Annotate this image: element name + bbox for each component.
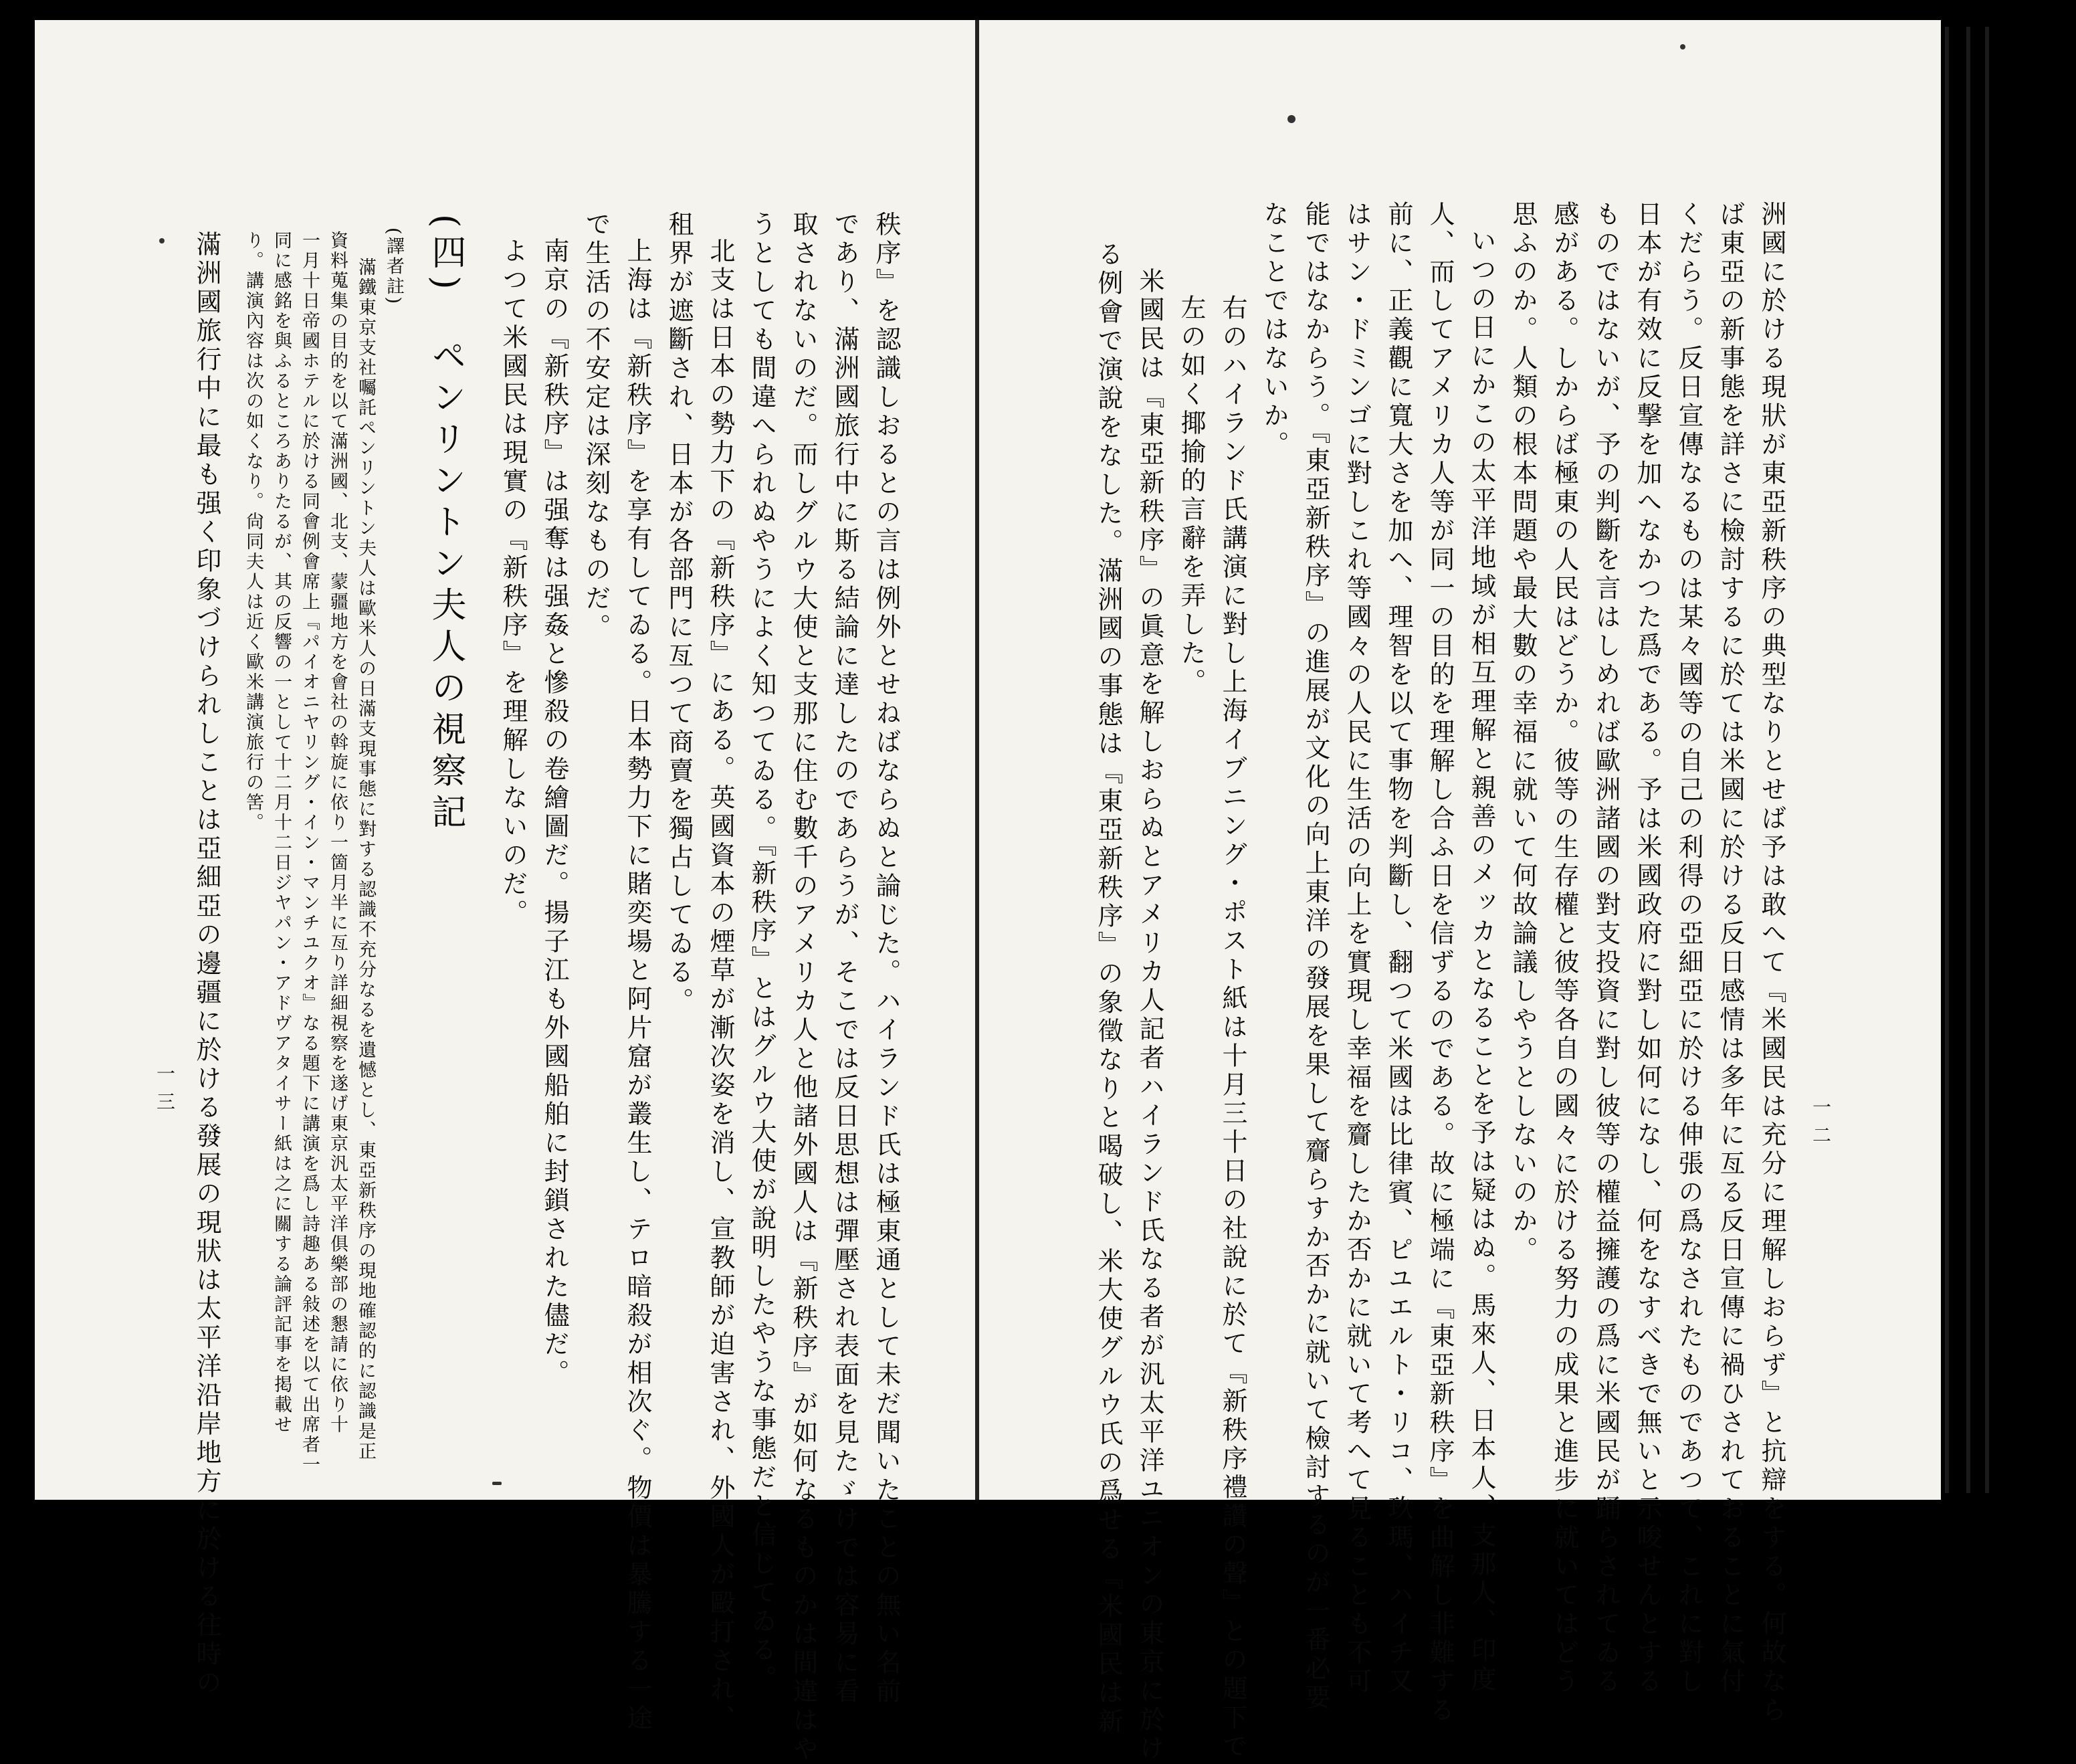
text-line: 南京の『新秩序』は强奪は强姦と慘殺の卷繪圖だ。揚子江も外國船舶に封鎖された儘だ。 xyxy=(540,237,569,1388)
text-line: で生活の不安定は深刻なものだ。 xyxy=(581,211,611,642)
text-line: はサン・ドミンゴに對しこれ等國々の人民に生活の向上を實現し幸福を齎したか否かに就いて考へて見ることも不可 xyxy=(1342,201,1372,1696)
text-line: 左の如く揶揄的言辭を弄した。 xyxy=(1176,294,1206,697)
text-line: よつて米國民は現實の『新秩序』を理解しないのだ。 xyxy=(498,237,528,928)
text-line: 上海は『新秩序』を享有してゐる。日本勢力下に賭奕場と阿片窟が叢生し、テロ暗殺が相次ぐ。物價は暴騰する一途 xyxy=(623,237,652,1733)
note-line: 一月十日帝國ホテルに於ける同會例會席上『パイオニヤリング・イン・マンチユクオ』なる題下に講演を爲し詩趣ある敍述を以て出席者一 xyxy=(299,231,320,1475)
text-line: 思ふのか。人類の根本問題や最大數の幸福に就いて何故論議しやうとしないのか。 xyxy=(1508,201,1538,1265)
text-line: 北支は日本の勢力下の『新秩序』にある。英國資本の煙草が漸次姿を消し、宣教師が迫害され、外國人が毆打され、 xyxy=(706,237,735,1733)
page-edge xyxy=(1966,27,1970,1493)
text-line: 感がある。しからば極東の人民はどうか。彼等の生存權と彼等各自の國々に於ける努力の成果と進步に就いてはどう xyxy=(1550,201,1579,1696)
section-heading: (四) ペンリントン夫人の視察記 xyxy=(425,214,465,836)
text-line: 洲國に於ける現狀が東亞新秩序の典型なりとせば予は敢へて『米國民は充分に理解しおらず』と抗辯をする。何故なら xyxy=(1757,201,1786,1725)
note-line: 同に感銘を與ふるところありたるが、其の反響の一として十二月十二日ジヤパン・アドヴアタイサー紙は之に關する論評記事を掲載せ xyxy=(271,231,292,1435)
ink-speck xyxy=(159,238,165,243)
text-line: 秩序』を認識しおるとの言は例外とせねばならぬと論じた。ハイランド氏は極東通として未だ聞いたことの無い名前 xyxy=(871,211,901,1706)
text-line: ものではないが、予の判斷を言はしめれば歐洲諸國の對支投資に對し彼等の權益擁護の爲に米國民が踊らされてゐる xyxy=(1591,201,1621,1696)
note-line: 滿鐵東京支社囑託ペンリントン夫人は歐米人の日滿支現事態に對する認識不充分なるを遺憾とし、東亞新秩序の現地確認的に認識是正 xyxy=(355,258,376,1462)
text-line: 前に、正義觀に寬大さを加へ、理智を以て事物を判斷し、翻つて米國は比律賓、ピユエルト・リコ、玖瑪、ハイチ又 xyxy=(1384,201,1413,1696)
text-line: 日本が有效に反撃を加へなかつた爲である。予は米國政府に對し如何になし、何をなすべきで無いと示唆せんとする xyxy=(1633,201,1662,1696)
page-number: 一二 xyxy=(1810,1097,1832,1153)
text-line: 米國民は『東亞新秩序』の眞意を解しおらぬとアメリカ人記者ハイランド氏なる者が汎太平洋ユニオンの東京に於け xyxy=(1135,268,1164,1763)
ink-speck xyxy=(1680,44,1685,50)
ink-speck xyxy=(1287,115,1295,123)
page-edge xyxy=(1985,27,1989,1493)
text-line: 右のハイランド氏講演に對し上海イブニング・ポスト紙は十月三十日の社說に於て『新秩序禮讚の聲』との題下で xyxy=(1218,294,1247,1761)
note-label: (譯者註) xyxy=(383,227,404,306)
ink-speck xyxy=(492,1482,502,1485)
text-line: なことではないか。 xyxy=(1259,201,1289,460)
page-number: 一三 xyxy=(154,1064,176,1120)
text-line: 滿洲國旅行中に最も强く印象づけられしことは亞細亞の邊疆に於ける發展の現狀は太平洋沿岸地方に於ける往時の xyxy=(192,231,221,1698)
text-line: 取されないのだ。而しグルウ大使と支那に住む數千のアメリカ人と他諸外國人は『新秩序』が如何なるものかは間違はや xyxy=(789,211,818,1764)
text-line: ば東亞の新事態を詳さに檢討するに於ては米國に於ける反日感情は多年に亙る反日宣傳に禍ひされておることに氣付 xyxy=(1716,201,1745,1696)
page-edge xyxy=(1945,27,1949,1493)
text-line: 人、而してアメリカ人等が同一の目的を理解し合ふ日を信ずるのである。故に極端に『東亞新秩序』を曲解し非難する xyxy=(1425,201,1455,1725)
text-line: うとしても間違へられぬやうによく知つてゐる。『新秩序』とはグルウ大使が說明したやうな事態だと信じてゐる。 xyxy=(747,211,776,1694)
text-line: いつの日にかこの太平洋地域が相互理解と親善のメッカとなることを予は疑はぬ。馬來人、日本人、支那人、印度 xyxy=(1467,227,1496,1694)
note-line: り。講演內容は次の如くなり。尙同夫人は近く歐米講演旅行の筈。 xyxy=(243,231,264,833)
book-spine xyxy=(975,20,979,1500)
text-line: であり、滿洲國旅行中に斯る結論に達したのであらうが、そこでは反日思想は彈壓され表面を見たゞけでは容易に看 xyxy=(830,211,859,1706)
text-line: くだらう。反日宣傳なるものは某々國等の自己の利得の亞細亞に於ける伸張の爲なされたものであつて、これに對し xyxy=(1674,201,1703,1696)
note-line: 資料蒐集の目的を以て滿洲國、北支、蒙疆地方を會社の斡旋に依り一箇月半に亙り詳細視察を遂げ東京汎太平洋俱樂部の懇請に依り十 xyxy=(327,231,348,1435)
text-line: 能ではなからう。『東亞新秩序』の進展が文化の向上東洋の發展を果して齎らすか否かに就いて檢討するのが一番必要 xyxy=(1301,201,1330,1712)
text-line: る例會で演說をなした。滿洲國の事態は『東亞新秩序』の象徵なりと喝破し、米大使グルウ氏の爲せる『米國民は新 xyxy=(1094,241,1123,1737)
text-line: 租界が遮斷され、日本が各部門に亙つて商賣を獨占してゐる。 xyxy=(664,211,694,1016)
